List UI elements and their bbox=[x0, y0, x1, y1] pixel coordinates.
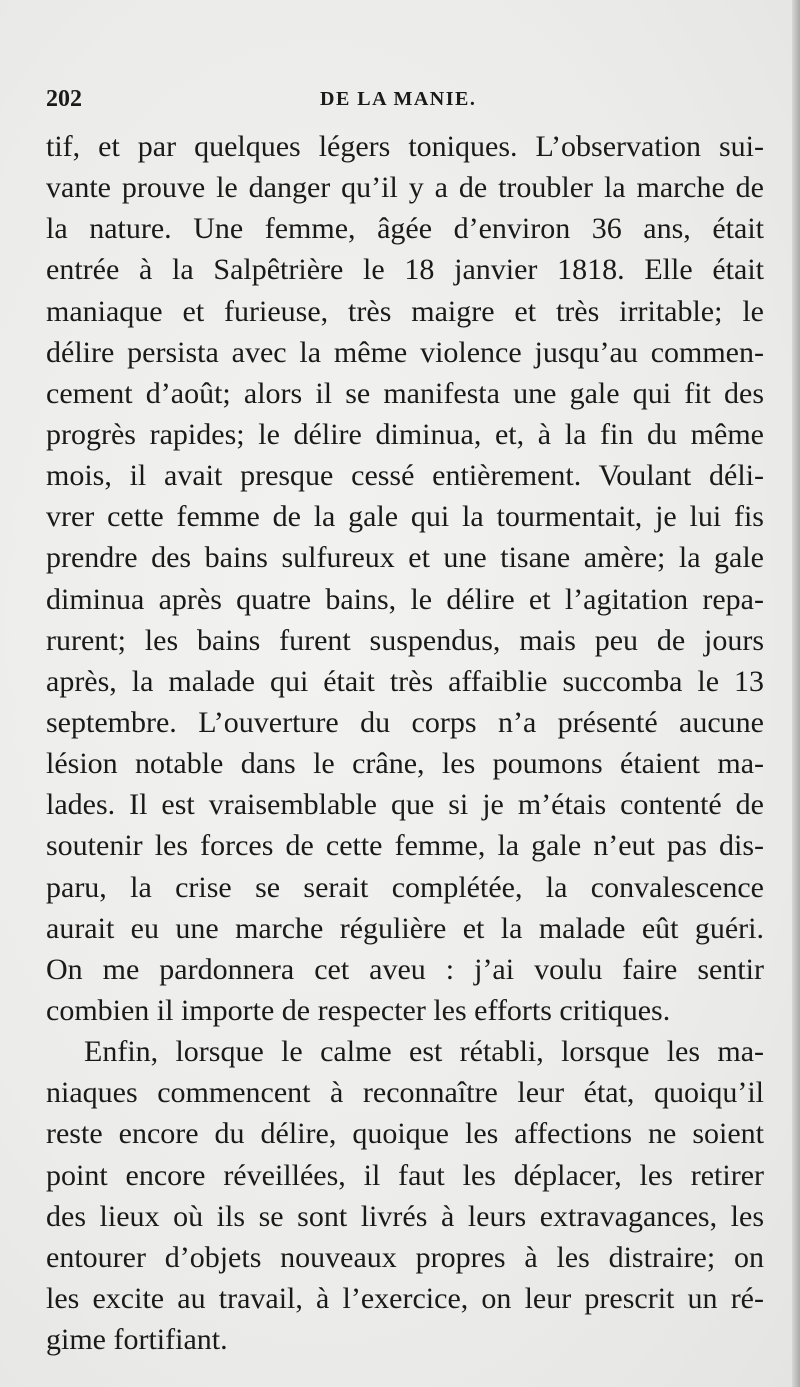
page-header bbox=[46, 86, 756, 116]
text-line: reste encore du délire, quoique les affections ne soient bbox=[46, 1117, 764, 1151]
text-line: gime fortifiant. bbox=[46, 1323, 228, 1357]
text-line: Enfin, lorsque le calme est rétabli, lorsque les ma- bbox=[84, 1035, 764, 1069]
text-line: vante prouve le danger qu’il y a de troubler la marche de bbox=[46, 171, 764, 205]
text-line: la nature. Une femme, âgée d’environ 36 ans, était bbox=[46, 212, 764, 246]
text-line: septembre. L’ouverture du corps n’a présenté aucune bbox=[46, 705, 764, 739]
text-line: entrée à la Salpêtrière le 18 janvier 1818. Elle était bbox=[46, 253, 764, 287]
paragraph-1 bbox=[46, 126, 764, 1031]
text-line: paru, la crise se serait complétée, la convalescence bbox=[46, 870, 764, 904]
text-line: lades. Il est vraisemblable que si je m’étais contenté de bbox=[46, 788, 764, 822]
text-line: aurait eu une marche régulière et la malade eût guéri. bbox=[46, 911, 764, 945]
text-line: après, la malade qui était très affaiblie succomba le 13 bbox=[46, 664, 764, 698]
text-line: point encore réveillées, il faut les déplacer, les retirer bbox=[46, 1158, 764, 1192]
text-line: maniaque et furieuse, très maigre et très irritable; le bbox=[46, 294, 764, 328]
running-title: DE LA MANIE. bbox=[320, 88, 477, 110]
text-line: vrer cette femme de la gale qui la tourmentait, je lui fis bbox=[46, 500, 764, 534]
text-line: les excite au travail, à l’exercice, on leur prescrit un ré- bbox=[46, 1281, 764, 1315]
text-line: soutenir les forces de cette femme, la gale n’eut pas dis- bbox=[46, 829, 764, 863]
body-text bbox=[46, 126, 764, 1360]
text-line: délire persista avec la même violence jusqu’au commen- bbox=[46, 335, 764, 369]
text-line: On me pardonnera cet aveu : j’ai voulu faire sentir bbox=[46, 952, 764, 986]
text-line: lésion notable dans le crâne, les poumons étaient ma- bbox=[46, 747, 764, 781]
page-number: 202 bbox=[46, 86, 82, 112]
text-line: tif, et par quelques légers toniques. L’observation sui- bbox=[46, 130, 764, 163]
text-line: prendre des bains sulfureux et une tisane amère; la gale bbox=[46, 541, 764, 575]
text-line: rurent; les bains furent suspendus, mais peu de jours bbox=[46, 623, 764, 657]
text-line: progrès rapides; le délire diminua, et, à la fin du même bbox=[46, 417, 764, 451]
text-line: entourer d’objets nouveaux propres à les distraire; on bbox=[46, 1240, 764, 1274]
page-edge-shadow bbox=[792, 0, 800, 1387]
text-line: combien il importe de respecter les efforts critiques. bbox=[46, 993, 671, 1027]
text-line: des lieux où ils se sont livrés à leurs extravagances, les bbox=[46, 1199, 764, 1233]
text-line: cement d’août; alors il se manifesta une gale qui fit des bbox=[46, 376, 764, 410]
text-line: diminua après quatre bains, le délire et l’agitation repa- bbox=[46, 582, 764, 616]
paragraph-2 bbox=[46, 1031, 764, 1360]
text-line: mois, il avait presque cessé entièrement. Voulant déli- bbox=[46, 459, 764, 493]
text-line: niaques commencent à reconnaître leur état, quoiqu’il bbox=[46, 1076, 764, 1110]
